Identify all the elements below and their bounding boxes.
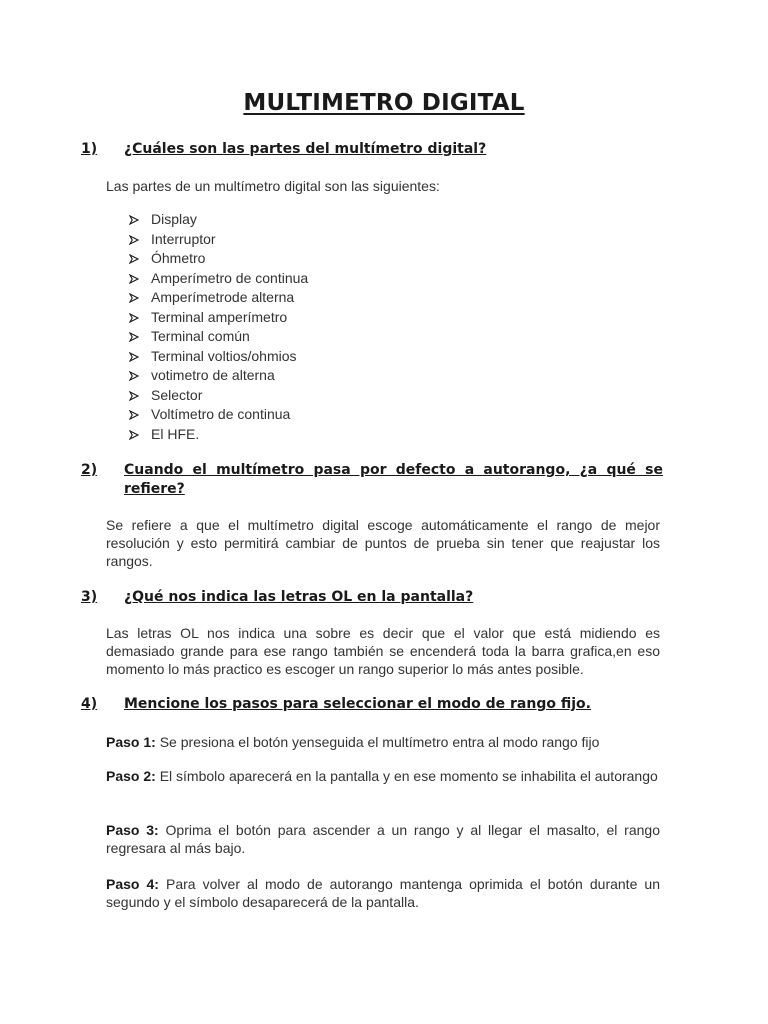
step-text: Para volver al modo de autorango mantenga oprimida el botón durante un segundo y el símbolo desaparecerá de la pantalla. bbox=[106, 876, 660, 910]
question-1-intro: Las partes de un multímetro digital son las siguientes: bbox=[106, 178, 440, 194]
step-text: El símbolo aparecerá en la pantalla y en ese momento se inhabilita el autorango bbox=[155, 768, 658, 784]
list-item-label: votimetro de alterna bbox=[151, 367, 275, 383]
question-text: ¿Qué nos indica las letras OL en la pantalla? bbox=[124, 589, 474, 605]
list-item bbox=[129, 366, 308, 386]
step-label: Paso 3: bbox=[106, 822, 159, 838]
list-item-label: Interruptor bbox=[151, 230, 216, 247]
arrow-bullet-icon bbox=[129, 254, 139, 264]
step-label: Paso 1: bbox=[106, 734, 156, 750]
list-item-label: Terminal voltios/ohmios bbox=[151, 347, 297, 364]
question-number: 4) bbox=[81, 696, 98, 712]
step-text: Oprima el botón para ascender a un rango y al llegar el masalto, el rango regresara al más bajo. bbox=[106, 822, 660, 856]
document-title: MULTIMETRO DIGITAL bbox=[243, 90, 525, 116]
question-4-heading bbox=[81, 695, 663, 714]
step-2 bbox=[106, 767, 660, 785]
step-4 bbox=[106, 875, 660, 911]
list-item bbox=[129, 386, 308, 406]
arrow-bullet-icon bbox=[129, 215, 139, 225]
question-2-heading bbox=[81, 461, 663, 499]
list-item bbox=[129, 230, 308, 250]
list-item bbox=[129, 269, 308, 289]
step-3 bbox=[106, 821, 660, 857]
question-text: ¿Cuáles son las partes del multímetro digital? bbox=[124, 141, 487, 157]
arrow-bullet-icon bbox=[129, 391, 139, 401]
parts-list bbox=[129, 210, 308, 444]
list-item-label: Amperímetro de continua bbox=[151, 269, 309, 286]
step-label: Paso 2: bbox=[106, 768, 156, 784]
question-number: 1) bbox=[81, 141, 98, 157]
arrow-bullet-icon bbox=[129, 274, 139, 284]
arrow-bullet-icon bbox=[129, 293, 139, 303]
question-3-heading bbox=[81, 588, 663, 607]
question-number: 2) bbox=[81, 462, 98, 478]
step-text: Se presiona el botón yenseguida el multímetro entra al modo rango fijo bbox=[155, 734, 600, 750]
list-item bbox=[129, 288, 308, 308]
list-item-label: Display bbox=[151, 211, 197, 227]
question-2-answer: Se refiere a que el multímetro digital escoge automáticamente el rango de mejor resolución y esto permitirá cambiar de puntos de prueba sin tener que reajustar los rangos. bbox=[106, 517, 660, 569]
question-text: Mencione los pasos para seleccionar el modo de rango fijo. bbox=[124, 696, 591, 712]
list-item bbox=[129, 308, 308, 328]
list-item bbox=[129, 425, 308, 445]
step-1 bbox=[106, 733, 660, 751]
list-item-label: Óhmetro bbox=[151, 250, 206, 266]
list-item bbox=[129, 327, 308, 347]
arrow-bullet-icon bbox=[129, 410, 139, 420]
list-item-label: Amperímetrode alterna bbox=[151, 289, 295, 305]
arrow-bullet-icon bbox=[129, 430, 139, 440]
question-1-heading bbox=[81, 140, 663, 159]
arrow-bullet-icon bbox=[129, 332, 139, 342]
list-item bbox=[129, 405, 308, 425]
list-item-label: El HFE. bbox=[151, 425, 200, 442]
list-item bbox=[129, 249, 308, 269]
arrow-bullet-icon bbox=[129, 352, 139, 362]
list-item bbox=[129, 210, 308, 230]
list-item-label: Terminal amperímetro bbox=[151, 308, 288, 325]
list-item bbox=[129, 347, 308, 367]
arrow-bullet-icon bbox=[129, 371, 139, 381]
step-label: Paso 4: bbox=[106, 876, 159, 892]
list-item-label: Voltímetro de continua bbox=[151, 406, 291, 422]
question-3-answer: Las letras OL nos indica una sobre es decir que el valor que está midiendo es demasiado grande para ese rango también se encenderá toda la barra grafica,en eso momento lo más practico es escoger un rango superior lo más antes posible. bbox=[106, 625, 660, 677]
arrow-bullet-icon bbox=[129, 235, 139, 245]
list-item-label: Selector bbox=[151, 386, 203, 403]
list-item-label: Terminal común bbox=[151, 328, 250, 344]
question-number: 3) bbox=[81, 589, 98, 605]
question-text: Cuando el multímetro pasa por defecto a autorango, ¿a qué se refiere? bbox=[124, 462, 663, 497]
arrow-bullet-icon bbox=[129, 313, 139, 323]
